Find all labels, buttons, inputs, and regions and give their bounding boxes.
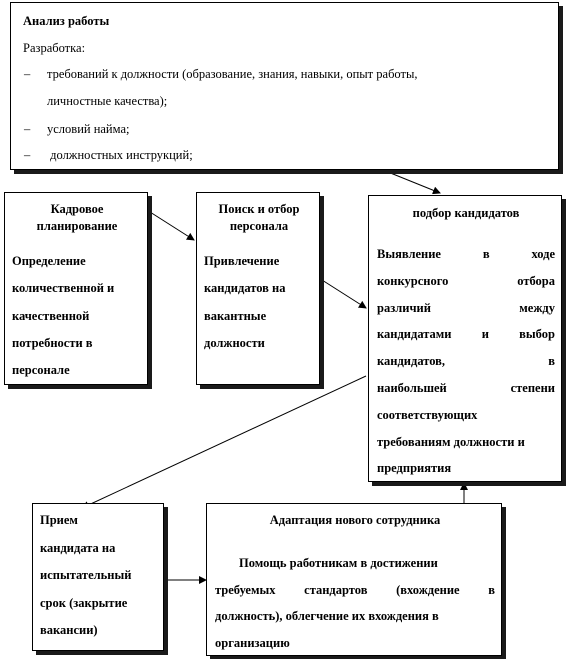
text-word: требуемых — [215, 582, 276, 597]
list-item: требований к должности (образование, знания, навыки, опыт работы, — [47, 67, 418, 81]
text-word: (вхождение — [396, 582, 460, 597]
arrow-analysis-to-selection — [388, 172, 440, 193]
text-word: различий — [377, 300, 431, 315]
hiring-text: срок (закрытие — [40, 596, 128, 610]
hr-planning-title: Кадровое — [50, 202, 104, 216]
hiring-text: испытательный — [40, 568, 132, 582]
selection-box — [368, 195, 562, 482]
text-word: выбор — [519, 327, 555, 342]
text-word: организацию — [215, 635, 290, 650]
hr-planning-text: качественной — [12, 309, 90, 323]
list-marker: – — [24, 148, 31, 162]
selection-title: подбор кандидатов — [412, 206, 520, 220]
text-word: степени — [510, 381, 555, 395]
text-line — [215, 636, 495, 651]
list-item-continuation: личностные качества); — [47, 94, 168, 108]
search-title: Поиск и отбор — [218, 202, 300, 216]
search-text: вакантные — [204, 309, 267, 323]
text-word: кандидатов, — [377, 354, 446, 369]
text-word: требованиям должности и — [377, 434, 525, 449]
hiring-text: кандидата на — [40, 541, 116, 555]
search-box — [196, 192, 320, 385]
text-word: конкурсного — [377, 273, 449, 288]
text-line — [377, 408, 555, 423]
text-word: кандидатами — [377, 327, 452, 342]
arrow-search-to-selection — [322, 280, 366, 308]
hr-planning-text: количественной и — [12, 281, 115, 295]
adaptation-box — [206, 503, 502, 656]
text-word: и — [481, 327, 489, 342]
text-word: Выявление — [377, 247, 441, 261]
list-item: должностных инструкций; — [47, 148, 193, 162]
text-word: в — [488, 582, 495, 597]
list-marker: – — [24, 122, 31, 136]
hiring-text: вакансии) — [40, 623, 98, 637]
hr-planning-box — [4, 192, 148, 385]
text-word: соответствующих — [377, 407, 478, 422]
text-line — [215, 609, 495, 624]
text-word: Помощь работникам в достижении — [239, 556, 438, 570]
search-title: персонала — [229, 219, 289, 233]
search-text: кандидатов на — [204, 281, 286, 295]
text-word: в — [548, 354, 555, 369]
text-line — [377, 327, 555, 342]
text-line — [215, 583, 495, 598]
text-line — [377, 354, 555, 369]
text-line — [377, 435, 555, 450]
text-word: наибольшей — [377, 381, 447, 395]
search-text: Привлечение — [204, 254, 280, 268]
text-line — [377, 461, 555, 476]
job-analysis-subtitle: Разработка: — [23, 41, 86, 55]
job-analysis-box — [10, 2, 559, 170]
search-text: должности — [204, 336, 265, 350]
hr-planning-text: персонале — [12, 363, 70, 377]
text-line — [239, 556, 495, 571]
text-line — [377, 247, 555, 262]
text-word: в — [482, 247, 490, 261]
text-word: предприятия — [377, 461, 452, 476]
text-word: должность), облегчение их вхождения в — [215, 609, 439, 623]
arrow-planning-to-search — [150, 212, 194, 240]
job-analysis-title: Анализ работы — [23, 14, 110, 28]
text-line — [377, 381, 555, 396]
adaptation-title: Адаптация нового сотрудника — [269, 513, 441, 527]
hiring-box — [32, 503, 164, 651]
text-line — [377, 274, 555, 289]
text-word: между — [519, 300, 555, 315]
text-line — [377, 301, 555, 316]
hiring-text: Прием — [40, 513, 78, 527]
hr-planning-title: планирование — [36, 219, 118, 233]
arrow-selection-to-hiring — [82, 376, 366, 508]
text-word: отбора — [517, 273, 555, 288]
list-item: условий найма; — [47, 122, 130, 136]
text-word: стандартов — [304, 582, 368, 597]
hr-planning-text: потребности в — [12, 336, 93, 350]
list-marker: – — [24, 67, 31, 81]
hr-planning-text: Определение — [12, 254, 86, 268]
text-word: ходе — [531, 247, 555, 261]
